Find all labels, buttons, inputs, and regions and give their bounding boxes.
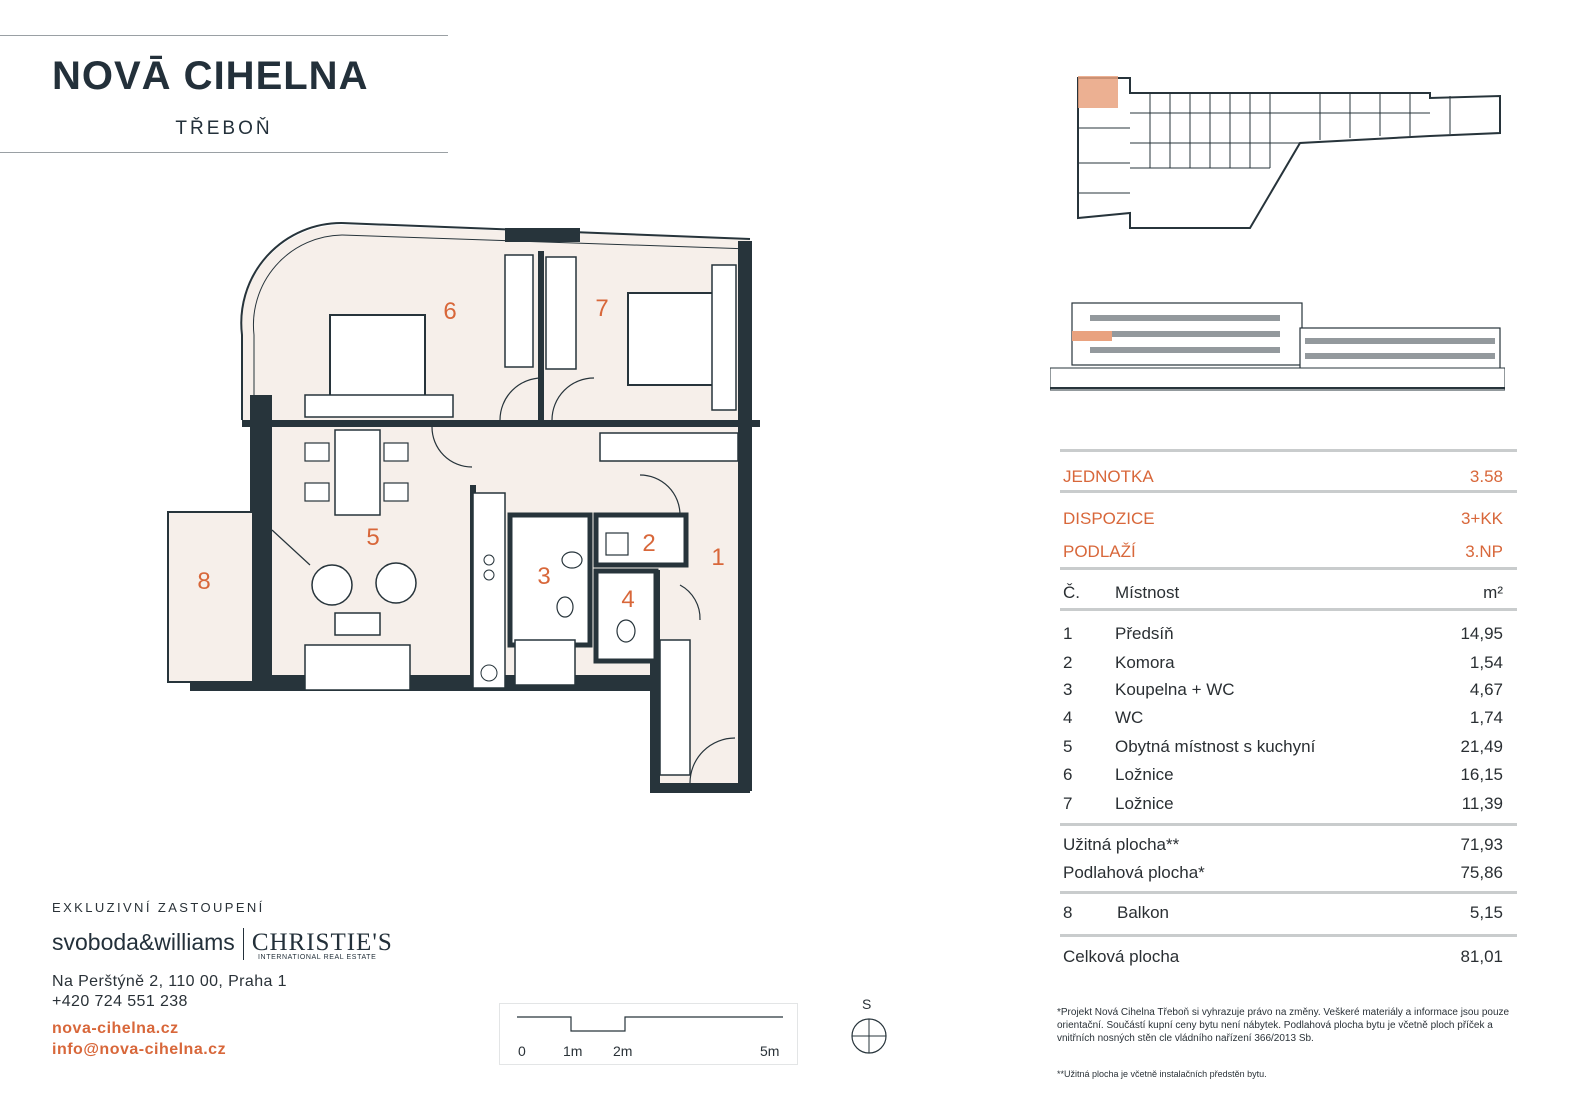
wc-walls [596, 571, 656, 661]
key-plan [1070, 68, 1510, 233]
sofa [305, 645, 410, 690]
key-plan-outline [1078, 78, 1500, 228]
bedroom-wall [242, 420, 760, 427]
header-bottom-rule [0, 152, 448, 153]
room-label-1: 1 [711, 544, 725, 571]
phone[interactable]: +420 724 551 238 [52, 993, 188, 1010]
chair [384, 483, 408, 501]
armchair [312, 565, 352, 605]
address: Na Perštýně 2, 110 00, Praha 1 [52, 973, 287, 990]
unit-info-jednotka: JEDNOTKA 3.58 [1063, 467, 1503, 486]
table-separator [1060, 891, 1517, 894]
room-label-7: 7 [595, 295, 609, 322]
scale-label-1m: 1m [563, 1043, 583, 1059]
agency-name: svoboda&williams [52, 929, 235, 956]
scale-label-2m: 2m [613, 1043, 633, 1059]
wardrobe-room7 [546, 257, 576, 369]
note-usable-area: **Užitná plocha je včetně instalačních předstěn bytu. [1057, 1069, 1267, 1079]
scale-label-0: 0 [518, 1043, 526, 1059]
brand-title: NOVĀ CIHELNA [52, 54, 369, 98]
unit-info-podlazi: PODLAŽÍ 3.NP [1063, 542, 1503, 561]
room-label-8: 8 [197, 568, 211, 595]
pantry-walls [596, 515, 686, 565]
nightstands-room7 [712, 265, 736, 410]
kitchen-counter [473, 493, 505, 688]
south-wall [190, 675, 650, 691]
wardrobe-hall [600, 433, 738, 461]
agency-logo [52, 928, 393, 960]
east-wall [738, 241, 752, 791]
brand-subtitle: TŘEBOŇ [175, 118, 273, 139]
elevation-ground [1050, 368, 1505, 390]
bedroom-divider [538, 251, 544, 421]
chair [305, 483, 329, 501]
note-disclaimer: *Projekt Nová Cihelna Třeboň si vyhrazuje právo na změny. Veškeré materiály a informace jsou pouze orientační. Součástí kupní ceny bytu není nábytek. Podlahová plocha bytu je včetně ploch příček a vnitřních nosných stěn cle vládního nařízení 366/2013 Sb. [1057, 1007, 1510, 1044]
wardrobe-room6 [505, 255, 533, 367]
wardrobe-entry [660, 640, 690, 775]
info-separator [1060, 567, 1517, 570]
scale-bar [515, 1012, 785, 1037]
dining-table [335, 430, 380, 515]
room-label-6: 6 [443, 298, 457, 325]
footer-label: EXKLUZIVNÍ ZASTOUPENÍ [52, 900, 265, 915]
floor-plan [160, 215, 760, 800]
table-separator [1060, 934, 1517, 937]
agency-partner-sub: INTERNATIONAL REAL ESTATE [258, 954, 377, 961]
info-separator [1060, 490, 1517, 493]
table-separator [1060, 823, 1517, 826]
armchair [376, 563, 416, 603]
table-separator [1060, 608, 1517, 611]
elevation-building-east [1300, 328, 1500, 370]
entry-wall [650, 783, 750, 793]
nightstands-room6 [305, 395, 453, 417]
website-link[interactable]: nova-cihelna.cz [52, 1020, 179, 1037]
compass-label: S [862, 996, 872, 1012]
bed-room6 [330, 315, 425, 400]
bed-room7 [628, 293, 718, 385]
email-link[interactable]: info@nova-cihelna.cz [52, 1041, 227, 1058]
key-plan-highlight [1078, 76, 1118, 108]
elevation-highlight [1072, 331, 1112, 341]
elevation-view [1050, 283, 1505, 393]
info-separator [1060, 449, 1517, 452]
room-label-5: 5 [366, 524, 380, 551]
room-label-4: 4 [621, 586, 635, 613]
room-label-3: 3 [537, 563, 551, 590]
chair [384, 443, 408, 461]
unit-info-dispozice: DISPOZICE 3+KK [1063, 509, 1503, 528]
balcony [168, 512, 253, 682]
chair [305, 443, 329, 461]
room-label-2: 2 [642, 530, 656, 557]
scale-label-5m: 5m [760, 1043, 780, 1059]
header-top-rule [0, 35, 448, 36]
compass-icon [849, 1016, 889, 1056]
shower-tray [515, 640, 575, 685]
north-wall-pier [505, 228, 580, 242]
coffee-table [335, 613, 380, 635]
agency-partner: CHRISTIE'S [251, 929, 393, 957]
